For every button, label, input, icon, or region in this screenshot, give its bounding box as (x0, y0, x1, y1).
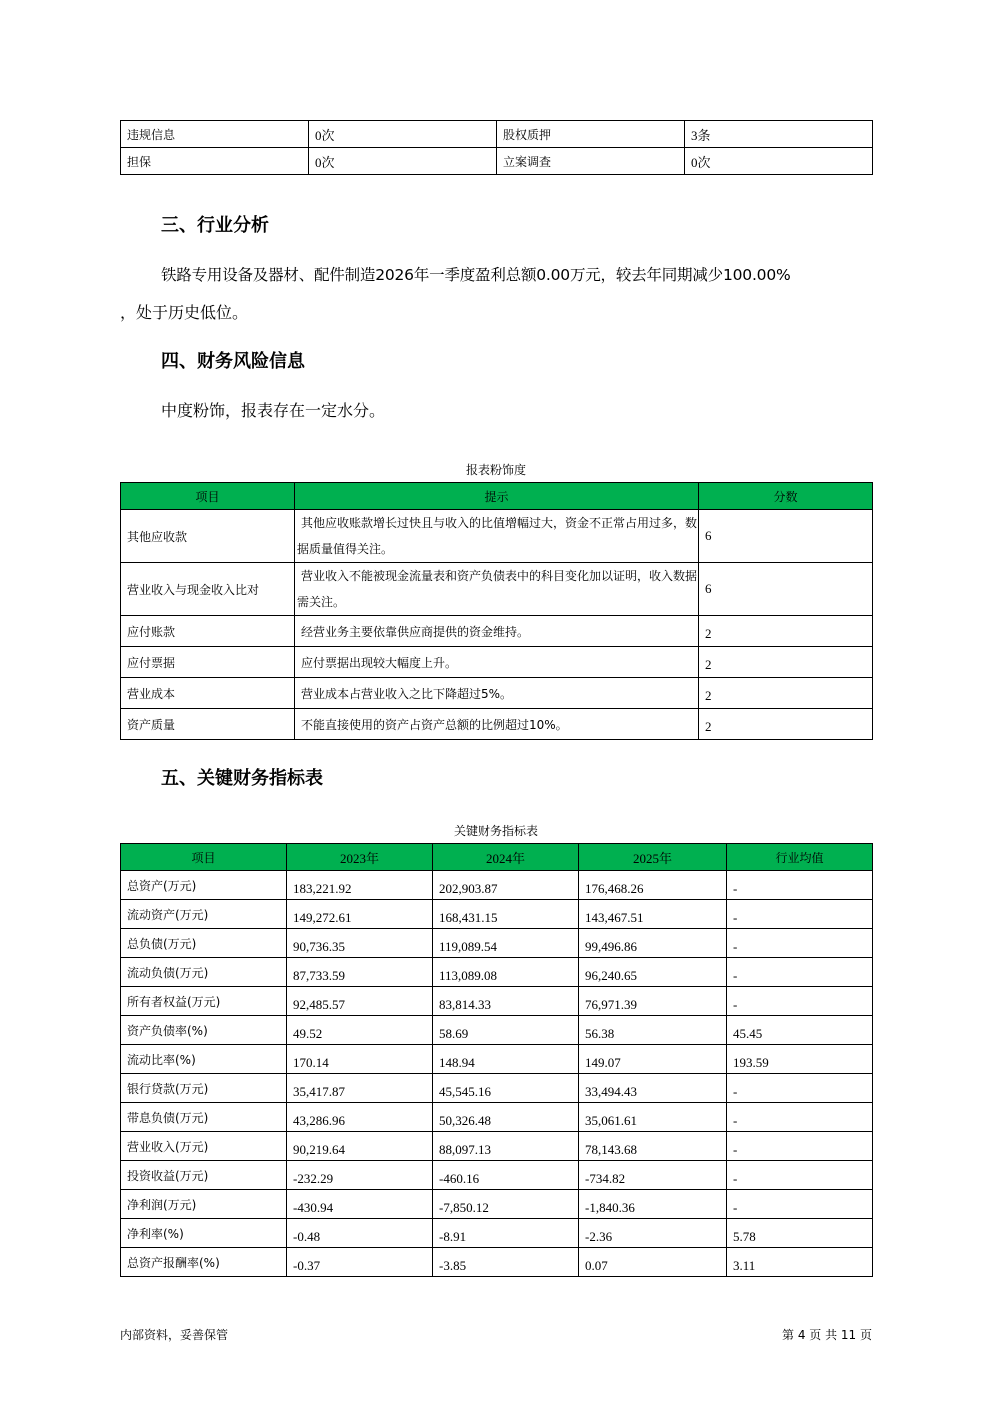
kpi-value: -0.48 (287, 1219, 433, 1248)
fz-score: 6 (699, 510, 873, 563)
kpi-item: 净利润(万元) (121, 1190, 287, 1219)
kpi-value: - (727, 958, 873, 987)
kpi-value: -1,840.36 (579, 1190, 727, 1219)
kpi-value: 149,272.61 (287, 900, 433, 929)
table-row (121, 929, 873, 958)
kpi-value: - (727, 1190, 873, 1219)
table-header-row (121, 483, 873, 510)
table-row (121, 647, 873, 678)
risk-value: 0次 (309, 148, 497, 175)
kpi-value: 83,814.33 (433, 987, 579, 1016)
kpi-value: -430.94 (287, 1190, 433, 1219)
kpi-value: 5.78 (727, 1219, 873, 1248)
table-row (121, 1219, 873, 1248)
kpi-value: -7,850.12 (433, 1190, 579, 1219)
kpi-value: 56.38 (579, 1016, 727, 1045)
industry-analysis-text-cont: ，处于历史低位。 (120, 303, 249, 322)
kpi-value: 149.07 (579, 1045, 727, 1074)
kpi-value: 99,496.86 (579, 929, 727, 958)
kpi-value: 148.94 (433, 1045, 579, 1074)
risk-value: 0次 (685, 148, 873, 175)
column-header: 分数 (699, 483, 873, 510)
fz-score: 2 (699, 709, 873, 740)
table-row (121, 563, 873, 616)
kpi-value: -0.37 (287, 1248, 433, 1277)
fz-score: 2 (699, 678, 873, 709)
kpi-value: 35,061.61 (579, 1103, 727, 1132)
section4-heading: 四、财务风险信息 (161, 351, 305, 372)
fz-score: 2 (699, 616, 873, 647)
table-row (121, 1045, 873, 1074)
fz-hint: 应付票据出现较大幅度上升。 (295, 647, 699, 678)
kpi-value: 33,494.43 (579, 1074, 727, 1103)
kpi-item: 流动负债(万元) (121, 958, 287, 987)
kpi-value: 170.14 (287, 1045, 433, 1074)
fz-score: 2 (699, 647, 873, 678)
kpi-value: 176,468.26 (579, 871, 727, 900)
kpi-value: -460.16 (433, 1161, 579, 1190)
table-row (121, 678, 873, 709)
risk-label: 股权质押 (497, 121, 685, 148)
kpi-item: 总负债(万元) (121, 929, 287, 958)
fz-table-caption: 报表粉饰度 (465, 463, 526, 477)
fz-item: 应付票据 (121, 647, 295, 678)
kpi-value: 43,286.96 (287, 1103, 433, 1132)
risk-value: 3条 (685, 121, 873, 148)
risk-label: 担保 (121, 148, 309, 175)
kpi-value: 90,219.64 (287, 1132, 433, 1161)
kpi-value: 113,089.08 (433, 958, 579, 987)
table-row (121, 1132, 873, 1161)
table-row (121, 1074, 873, 1103)
kpi-value: - (727, 987, 873, 1016)
kpi-value: 58.69 (433, 1016, 579, 1045)
section3-heading: 三、行业分析 (161, 215, 269, 236)
fz-hint: 营业收入不能被现金流量表和资产负债表中的科目变化加以证明，收入数据需关注。 (295, 563, 699, 616)
kpi-value: 76,971.39 (579, 987, 727, 1016)
kpi-value: - (727, 1074, 873, 1103)
table-row (121, 121, 873, 148)
footer-confidential: 内部资料，妥善保管 (120, 1328, 229, 1342)
fz-item: 资产质量 (121, 709, 295, 740)
kpi-item: 营业收入(万元) (121, 1132, 287, 1161)
kpi-item: 净利率(%) (121, 1219, 287, 1248)
table-row (121, 958, 873, 987)
fz-hint: 其他应收账款增长过快且与收入的比值增幅过大，资金不正常占用过多，数据质量值得关注。 (295, 510, 699, 563)
kpi-value: - (727, 871, 873, 900)
kpi-value: 45.45 (727, 1016, 873, 1045)
kpi-item: 所有者权益(万元) (121, 987, 287, 1016)
risk-summary-table (120, 120, 873, 175)
kpi-item: 带息负债(万元) (121, 1103, 287, 1132)
kpi-item: 总资产报酬率(%) (121, 1248, 287, 1277)
kpi-value: -232.29 (287, 1161, 433, 1190)
kpi-table-caption: 关键财务指标表 (453, 824, 538, 838)
kpi-item: 流动资产(万元) (121, 900, 287, 929)
table-row (121, 510, 873, 563)
risk-value: 0次 (309, 121, 497, 148)
column-header: 行业均值 (727, 844, 873, 871)
table-row (121, 1103, 873, 1132)
table-row (121, 1161, 873, 1190)
table-row (121, 900, 873, 929)
financial-risk-text: 中度粉饰，报表存在一定水分。 (161, 401, 386, 420)
kpi-value: -2.36 (579, 1219, 727, 1248)
column-header: 提示 (295, 483, 699, 510)
risk-label: 立案调查 (497, 148, 685, 175)
table-row (121, 1248, 873, 1277)
key-financial-indicators-table (120, 843, 873, 1277)
kpi-item: 投资收益(万元) (121, 1161, 287, 1190)
kpi-value: 168,431.15 (433, 900, 579, 929)
column-header: 2025年 (579, 844, 727, 871)
kpi-item: 流动比率(%) (121, 1045, 287, 1074)
table-row (121, 871, 873, 900)
kpi-value: 90,736.35 (287, 929, 433, 958)
fz-item: 营业收入与现金收入比对 (121, 563, 295, 616)
kpi-item: 总资产(万元) (121, 871, 287, 900)
kpi-value: 49.52 (287, 1016, 433, 1045)
table-header-row (121, 844, 873, 871)
column-header: 项目 (121, 844, 287, 871)
table-row (121, 1190, 873, 1219)
kpi-value: -8.91 (433, 1219, 579, 1248)
table-row (121, 709, 873, 740)
kpi-value: - (727, 929, 873, 958)
kpi-value: - (727, 1103, 873, 1132)
kpi-value: 87,733.59 (287, 958, 433, 987)
kpi-value: 3.11 (727, 1248, 873, 1277)
kpi-value: -734.82 (579, 1161, 727, 1190)
kpi-value: 78,143.68 (579, 1132, 727, 1161)
table-row (121, 616, 873, 647)
window-dressing-table (120, 482, 873, 740)
kpi-value: 193.59 (727, 1045, 873, 1074)
table-row (121, 987, 873, 1016)
kpi-value: 183,221.92 (287, 871, 433, 900)
kpi-value: 88,097.13 (433, 1132, 579, 1161)
page-number: 第 4 页 共 11 页 (782, 1328, 872, 1342)
kpi-value: - (727, 900, 873, 929)
column-header: 2023年 (287, 844, 433, 871)
kpi-value: 50,326.48 (433, 1103, 579, 1132)
fz-item: 其他应收款 (121, 510, 295, 563)
kpi-value: - (727, 1132, 873, 1161)
kpi-value: -3.85 (433, 1248, 579, 1277)
kpi-value: 35,417.87 (287, 1074, 433, 1103)
kpi-value: 119,089.54 (433, 929, 579, 958)
column-header: 2024年 (433, 844, 579, 871)
section5-heading: 五、关键财务指标表 (161, 768, 323, 789)
kpi-value: 202,903.87 (433, 871, 579, 900)
kpi-item: 资产负债率(%) (121, 1016, 287, 1045)
fz-hint: 营业成本占营业收入之比下降超过5%。 (295, 678, 699, 709)
industry-analysis-text: 铁路专用设备及器材、配件制造2026年一季度盈利总额0.00万元，较去年同期减少100.00% (161, 266, 791, 284)
kpi-value: 143,467.51 (579, 900, 727, 929)
fz-item: 营业成本 (121, 678, 295, 709)
kpi-value: 92,485.57 (287, 987, 433, 1016)
column-header: 项目 (121, 483, 295, 510)
table-row (121, 1016, 873, 1045)
fz-score: 6 (699, 563, 873, 616)
kpi-value: 96,240.65 (579, 958, 727, 987)
kpi-value: - (727, 1161, 873, 1190)
kpi-value: 0.07 (579, 1248, 727, 1277)
table-row (121, 148, 873, 175)
fz-item: 应付账款 (121, 616, 295, 647)
risk-label: 违规信息 (121, 121, 309, 148)
kpi-value: 45,545.16 (433, 1074, 579, 1103)
kpi-item: 银行贷款(万元) (121, 1074, 287, 1103)
fz-hint: 经营业务主要依靠供应商提供的资金维持。 (295, 616, 699, 647)
fz-hint: 不能直接使用的资产占资产总额的比例超过10%。 (295, 709, 699, 740)
